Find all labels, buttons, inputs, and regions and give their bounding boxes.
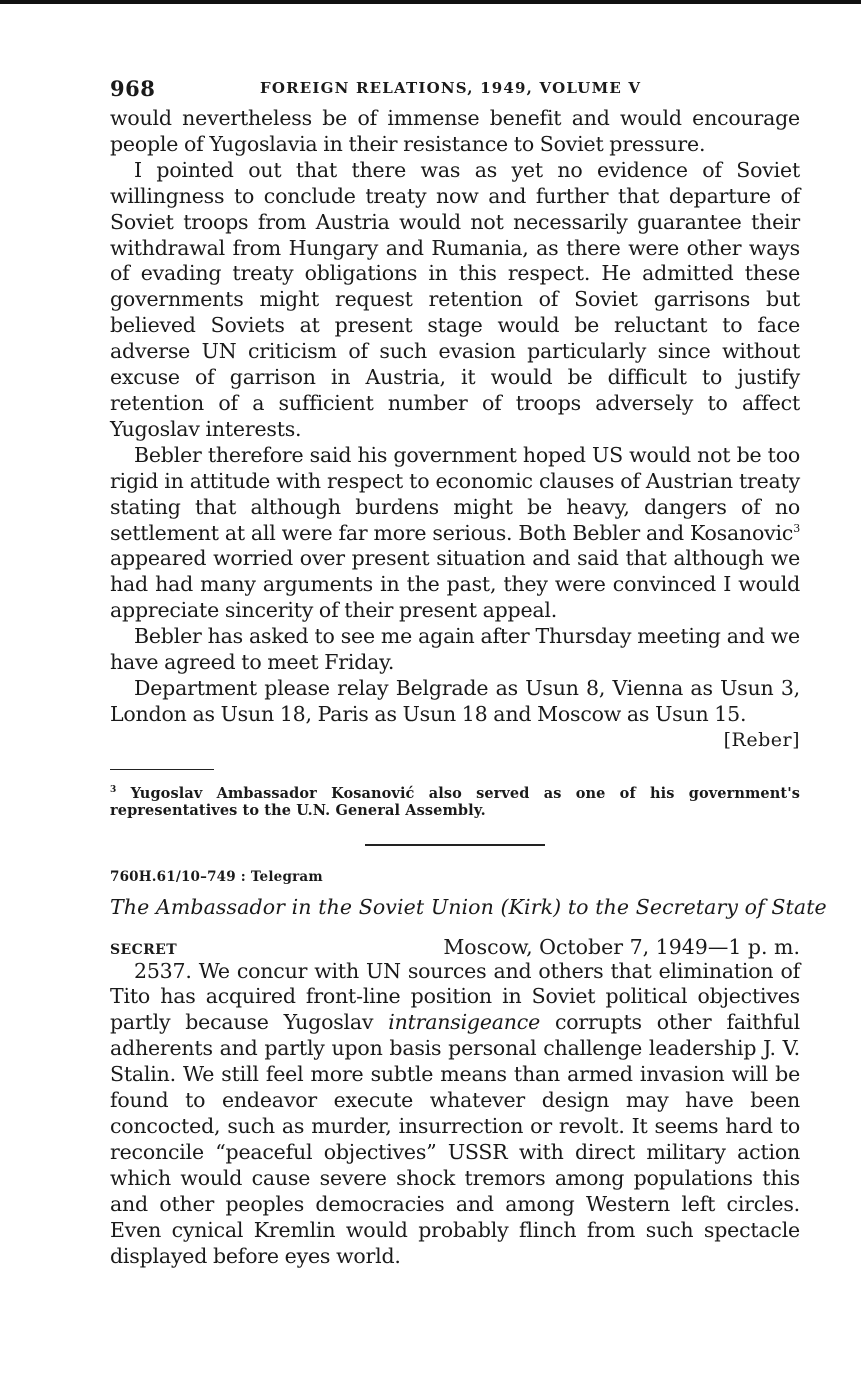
document-title: The Ambassador in the Soviet Union (Kirk) to the Secretary of State (110, 894, 827, 919)
footnote-rule (110, 769, 214, 770)
main-text (110, 106, 800, 728)
running-title: FOREIGN RELATIONS, 1949, VOLUME V (260, 79, 642, 97)
page-number: 968 (110, 76, 156, 101)
footnote-text: Yugoslav Ambassador Kosanović also served as one of his government's representatives to the U.N. General Assembly. (110, 784, 800, 819)
emphasized-word: intransigeance (388, 1010, 541, 1035)
paragraph: I pointed out that there was as yet no evidence of Soviet willingness to conclude treaty now and further that departure of Soviet troops from Austria would not necessarily guarantee their withdrawal from Hungary and Rumania, as there were other ways of evading treaty obligations in this respect. He admitted these governments might request retention of Soviet garrisons but believed Soviets at present stage would be reluctant to face adverse UN criticism of such evasion particularly since without excuse of garrison in Austria, it would be difficult to justify retention of a sufficient number of troops adversely to affect Yugoslav interests. (110, 157, 800, 441)
paragraph-text: corrupts other faithful adherents and partly upon basis personal challenge leadership J. V. Stalin. We still feel more subtle means than armed invasion will be found to endeavor execute whatever design may have been concocted, such as murder, insurrection or revolt. It seems hard to reconcile “peaceful objectives” USSR with direct military action which would cause severe shock tremors among populations this and other peoples democracies and among Western left circles. Even cynical Kremlin would probably flinch from such spectacle displayed before eyes world. (110, 1010, 800, 1268)
paragraph: Bebler has asked to see me again after Thursday meeting and we have agreed to meet Friday. (110, 624, 800, 675)
classification-label: SECRET (110, 941, 178, 958)
footnote-marker: 3 (110, 784, 117, 795)
running-header (110, 72, 800, 106)
page-top-edge-rule (0, 0, 861, 4)
paragraph (110, 959, 800, 1270)
document-page (110, 72, 827, 1269)
section-divider (365, 844, 545, 846)
telegram-text (110, 959, 800, 1270)
dateline-row (110, 935, 800, 959)
paragraph-text: Bebler therefore said his government hoped US would not be too rigid in attitude with respect to economic clauses of Austrian treaty stating that although burdens might be heavy, dangers of no settlement at all were far more serious. Both Bebler and Kosanovic (110, 442, 800, 545)
paragraph (110, 443, 800, 624)
dateline: Moscow, October 7, 1949—1 p. m. (443, 934, 800, 959)
paragraph-continued: would nevertheless be of immense benefit and would encourage people of Yugoslavia in their resistance to Soviet pressure. (110, 106, 800, 156)
paragraph-text: 2537. We concur with UN sources and others that elimination of Tito has acquired front-line position in Soviet political objectives partly because Yugoslav (110, 958, 800, 1035)
footnote-reference[interactable]: 3 (793, 521, 800, 535)
paragraph-text: appeared worried over present situation and said that although we had had many arguments in the past, they were convinced I would appreciate sincerity of their present appeal. (110, 546, 800, 623)
file-reference: 760H.61/10–749 : Telegram (110, 868, 323, 885)
paragraph: Department please relay Belgrade as Usun 8, Vienna as Usun 3, London as Usun 18, Paris as Usun 18 and Moscow as Usun 15. (110, 675, 800, 726)
footnote (110, 782, 800, 819)
signature: [Reber] (723, 728, 800, 751)
